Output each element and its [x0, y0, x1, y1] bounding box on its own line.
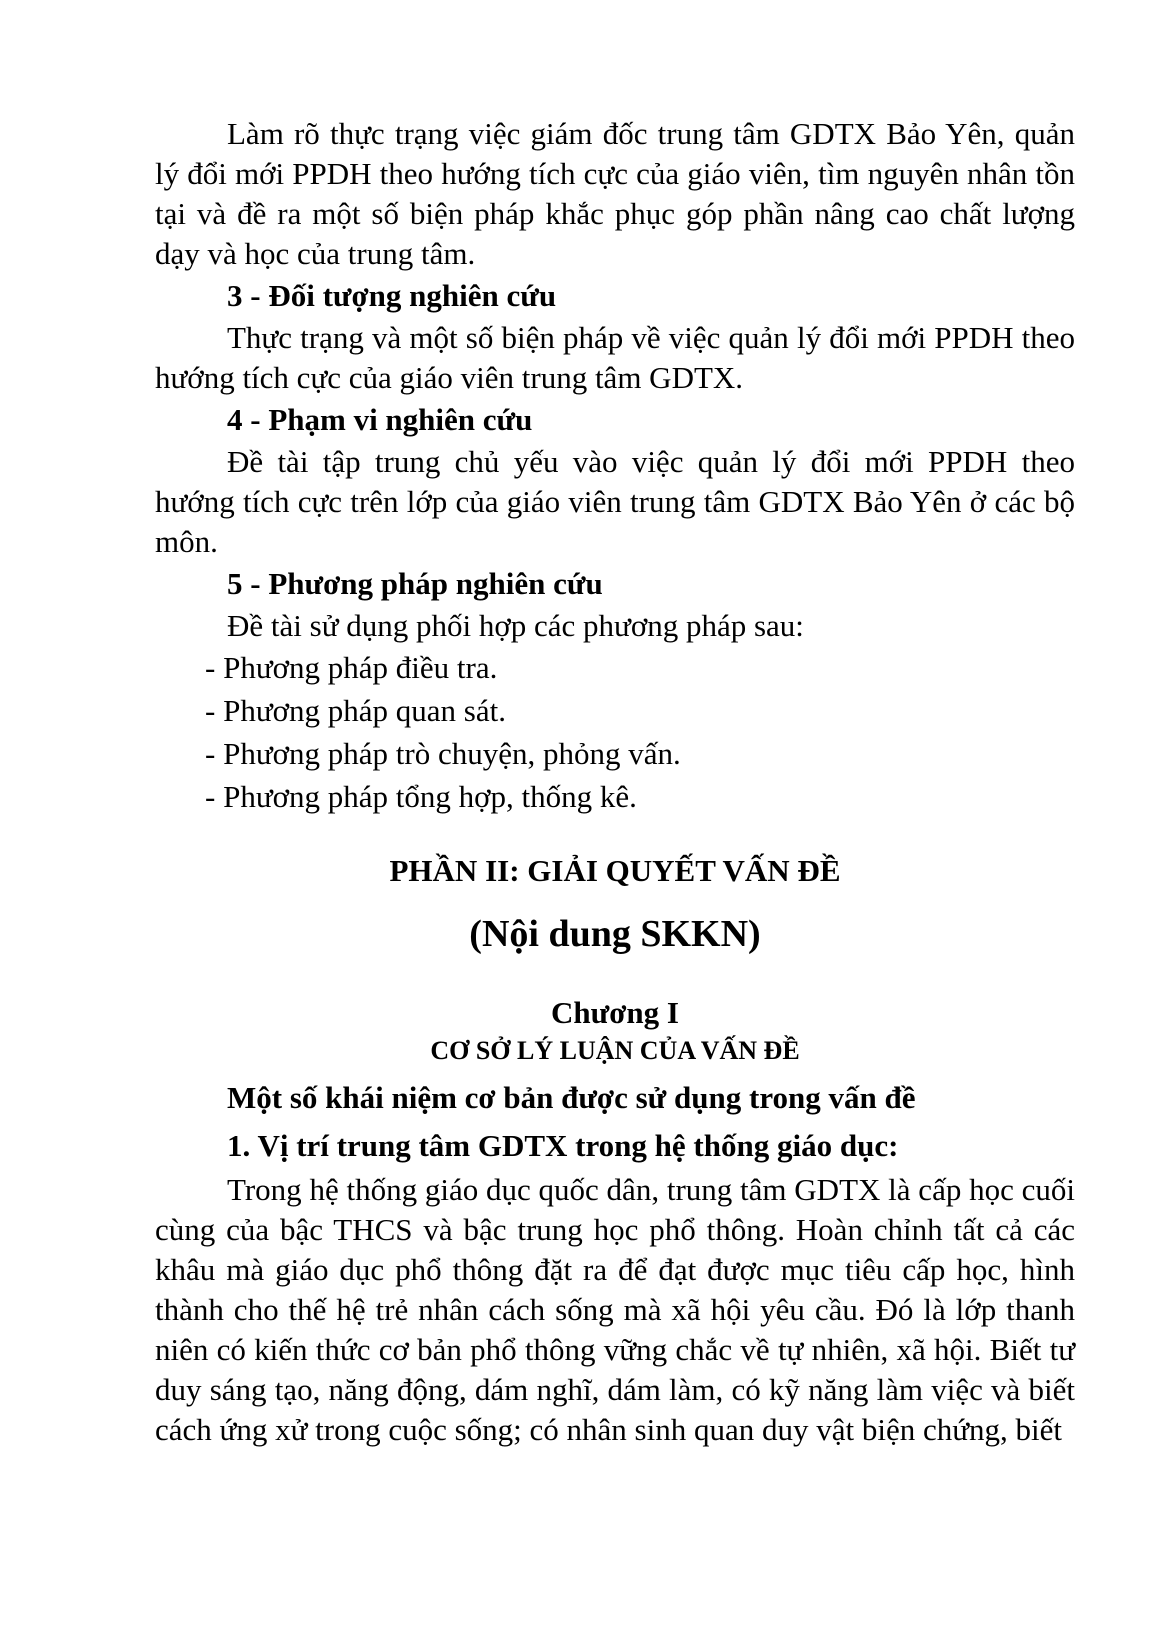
section-1-text: Trong hệ thống giáo dục quốc dân, trung tâm GDTX là cấp học cuối cùng của bậc THCS và bậc trung học phổ thông. Hoàn chỉnh tất cả các khâu mà giáo dục phổ thông đặt ra để đạt được mục tiêu cấp học, hình thành cho thế hệ trẻ nhân cách sống mà xã hội yêu cầu. Đó là lớp thanh niên có kiến thức cơ bản phổ thông vững chắc về tự nhiên, xã hội. Biết tư duy sáng tạo, năng động, dám nghĩ, dám làm, có kỹ năng làm việc và biết cách ứng xử trong cuộc sống; có nhân sinh quan duy vật biện chứng, biết: [155, 1172, 1075, 1447]
chapter-subtitle: CƠ SỞ LÝ LUẬN CỦA VẤN ĐỀ: [430, 1036, 800, 1065]
intro-paragraph: Làm rõ thực trạng việc giám đốc trung tâm GDTX Bảo Yên, quản lý đổi mới PPDH theo hướng tích cực của giáo viên, tìm nguyên nhân tồn tại và đề ra một số biện pháp khắc phục góp phần nâng cao chất lượng dạy và học của trung tâm.: [155, 116, 1075, 271]
section-5-text: Đề tài sử dụng phối hợp các phương pháp sau:: [227, 608, 804, 643]
section-5-heading: 5 - Phương pháp nghiên cứu: [227, 566, 603, 601]
list-item: - Phương pháp trò chuyện, phỏng vấn.: [205, 736, 681, 771]
section-4-text: Đề tài tập trung chủ yếu vào việc quản lý đổi mới PPDH theo hướng tích cực trên lớp của giáo viên trung tâm GDTX Bảo Yên ở các bộ môn.: [155, 444, 1075, 559]
section-4-heading: 4 - Phạm vi nghiên cứu: [227, 402, 533, 437]
part-2-subtitle: (Nội dung SKKN): [469, 913, 761, 955]
chapter-title: Chương I: [551, 995, 679, 1030]
list-item: - Phương pháp tổng hợp, thống kê.: [205, 779, 637, 814]
list-item: - Phương pháp điều tra.: [205, 650, 498, 685]
document-page: [155, 114, 1075, 1450]
part-2-title: PHẦN II: GIẢI QUYẾT VẤN ĐỀ: [389, 853, 841, 888]
concepts-heading: Một số khái niệm cơ bản được sử dụng trong vấn đề: [227, 1080, 916, 1115]
methods-list: [155, 646, 1075, 818]
section-1-heading: 1. Vị trí trung tâm GDTX trong hệ thống giáo dục:: [227, 1128, 899, 1163]
list-item: - Phương pháp quan sát.: [205, 693, 506, 728]
section-3-heading: 3 - Đối tượng nghiên cứu: [227, 278, 557, 313]
section-3-text: Thực trạng và một số biện pháp về việc quản lý đổi mới PPDH theo hướng tích cực của giáo viên trung tâm GDTX.: [155, 320, 1075, 395]
